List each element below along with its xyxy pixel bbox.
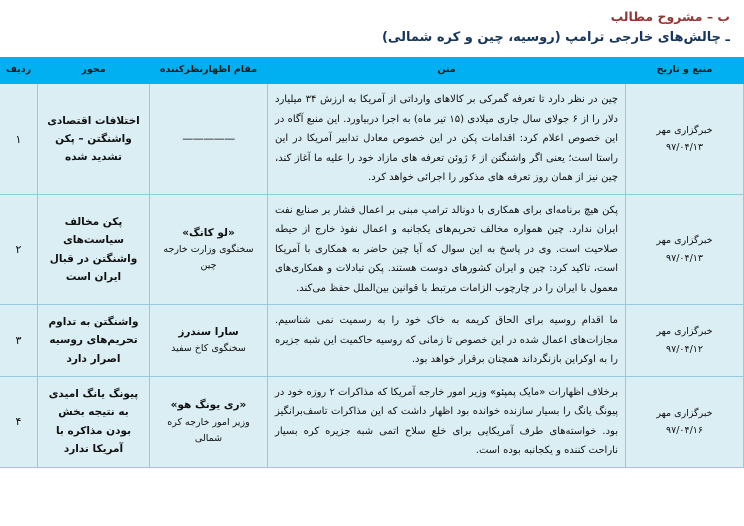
cell-speaker [150,194,268,305]
cell-speaker [150,376,268,467]
source-name: خبرگزاری مهر [656,235,713,247]
cell-source-date [626,305,744,377]
column-header-source-date: منبع و تاریخ [626,57,744,83]
table-row [0,194,744,305]
cell-row-number: ۳ [0,305,38,377]
source-date: ۹۷/۰۴/۱۲ [665,343,704,355]
cell-speaker [150,305,268,377]
source-date: ۹۷/۰۴/۱۳ [665,252,704,264]
source-name: خبرگزاری مهر [656,407,713,419]
cell-source-date [626,376,744,467]
cell-text: برخلاف اظهارات «مایک پمپئو» وزیر امور خارجه آمریکا که مذاکرات ۲ روزه خود در پیونگ یانگ را بسیار سازنده خوانده بود اظهار داشت که این مذاکرات تاسف‌برانگیز بود. خواسته‌های طرف آمریکایی برای خلع سلاح اتمی شبه جزیره کره بسیار ناراحت کننده و یکجانبه بوده است. [268,376,626,467]
source-name: خبرگزاری مهر [656,124,713,136]
cell-topic: پیونگ یانگ امیدی به نتیجه بخش بودن مذاکره با آمریکا ندارد [38,376,150,467]
page-title: ب – مشروح مطالب [610,9,730,24]
speaker-placeholder-dashes: ————— [182,131,235,145]
cell-topic: اختلافات اقتصادی واشنگتن – پکن تشدید شده [38,84,150,195]
source-date: ۹۷/۰۴/۱۳ [665,142,704,154]
page-heading-block [0,0,744,57]
speaker-name: «ری یونگ هو» [170,398,247,411]
cell-topic: پکن مخالف سیاست‌های واشنگتن در قبال ایران است [38,194,150,305]
column-header-text: متن [268,57,626,83]
speaker-role: سخنگوی وزارت خارجه چین [163,244,254,272]
cell-source-date [626,84,744,195]
speaker-role: سخنگوی کاخ سفید [171,343,246,355]
column-header-speaker: مقام اظهارنظرکننده [150,57,268,83]
table-row [0,305,744,377]
table-header [0,57,744,83]
cell-topic: واشنگتن به تداوم تحریم‌های روسیه اصرار دارد [38,305,150,377]
page-subtitle: ـ چالش‌های خارجی ترامپ (روسیه، چین و کره شمالی) [381,30,730,46]
table-row [0,84,744,195]
foreign-challenges-table [0,57,744,468]
source-date: ۹۷/۰۴/۱۶ [665,424,704,436]
column-header-row-number: ردیف [0,57,38,83]
cell-row-number: ۱ [0,84,38,195]
cell-speaker [150,84,268,195]
speaker-name: «لو کانگ» [182,226,235,239]
speaker-name: سارا سندرز [178,325,239,338]
table-row [0,376,744,467]
cell-row-number: ۴ [0,376,38,467]
cell-text: چین در نظر دارد تا تعرفه گمرکی بر کالاهای وارداتی از آمریکا به ارزش ۳۴ میلیارد دلار را از ۶ جولای سال جاری میلادی (۱۵ تیر ماه) به اجرا دربیاورد. این منبع آگاه در این خصوص اعلام کرد: اقدامات پکن در این خصوص معادل تدابیر آمریکا در این راستا است؛ یعنی اگر واشنگتن از ۶ ژوئن تعرفه های مازاد خود را علیه ما آغاز کند، چین نیز از همان روز تعرفه های مذکور را اجرائی خواهد کرد. [268,84,626,195]
cell-text: ما اقدام روسیه برای الحاق کریمه به خاک خود را به رسمیت نمی شناسیم. مجازات‌های اعمال شده در این خصوص تا زمانی که روسیه حاکمیت این شبه جزیره را به اوکراین بازنگرداند همچنان برقرار خواهد بود. [268,305,626,377]
source-name: خبرگزاری مهر [656,326,713,338]
column-header-topic: محور [38,57,150,83]
cell-text: پکن هیچ برنامه‌ای برای همکاری با دونالد ترامپ مبنی بر اعمال فشار بر صنایع نفت ایران ندارد. چین همواره مخالف تحریم‌های یکجانبه و اعمال نفوذ خارج از حیطه صلاحیت است. وی در پاسخ به این سوال که آیا چین حاضر به همکاری با آمریکا است، تاکید کرد: چین و ایران کشورهای دوست هستند. پکن تبادلات و همکاری‌های معمول با ایران را در چارچوب الزامات مرتبط با قوانین بین‌الملل حفظ می‌کند. [268,194,626,305]
table-body [0,84,744,468]
speaker-role: وزیر امور خارجه کره شمالی [167,416,250,444]
table-header-row [0,57,744,83]
cell-source-date [626,194,744,305]
cell-row-number: ۲ [0,194,38,305]
